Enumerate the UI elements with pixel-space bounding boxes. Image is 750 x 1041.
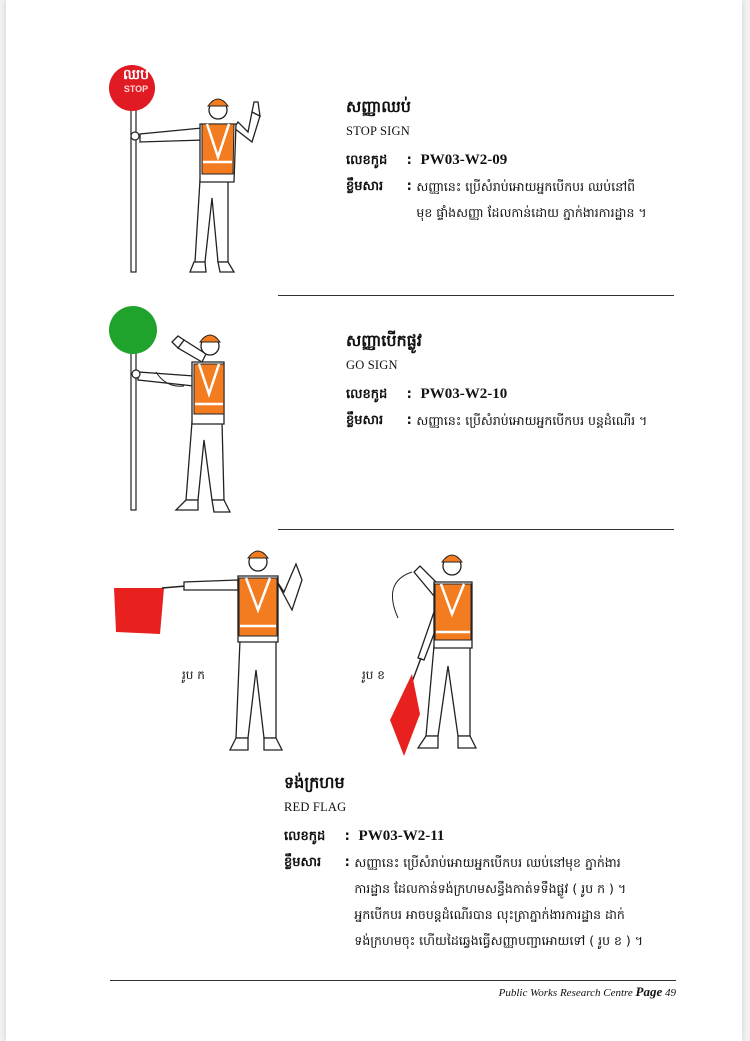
meaning-colon: : — [340, 855, 355, 870]
meaning-row — [346, 174, 686, 226]
red-flag-figure-b — [378, 542, 498, 760]
section-title-en: GO SIGN — [346, 358, 398, 372]
code-value: PW03-W2-10 — [420, 386, 508, 402]
document-page — [6, 0, 742, 1041]
section-title-en: STOP SIGN — [346, 124, 410, 138]
section-title-km: សញ្ញាឈប់ — [346, 97, 411, 116]
section-title-km: ទង់ក្រហម — [284, 773, 345, 792]
figure-caption-a: រូប ក — [182, 668, 205, 682]
red-flag-entry — [284, 772, 704, 954]
meaning-label: ខ្លឹមសារ — [346, 413, 384, 428]
section-divider — [278, 295, 674, 296]
description — [354, 850, 643, 954]
go-disc — [109, 306, 157, 354]
code-label: លេខកូដ — [284, 829, 326, 844]
description-line: មុខ ផ្ទាំងសញ្ញា ដែលកាន់ដោយ ភ្នាក់ងារការដ្ឋាន ។ — [416, 205, 647, 220]
stop-disc-text-en: STOP — [123, 84, 149, 94]
figure-caption-b: រូប ខ — [362, 668, 385, 682]
stop-sign-entry — [346, 96, 686, 226]
stop-disc-text-km: ឈប់ — [123, 67, 149, 83]
description-line: ទង់ក្រហមចុះ ហើយដៃឆ្វេងធ្វើសញ្ញាបញ្ជាអោយទៅ ( រូប ខ ) ។ — [354, 933, 644, 948]
code-label: លេខកូដ — [346, 387, 388, 402]
section-title-en: RED FLAG — [284, 800, 347, 814]
code-row — [284, 823, 704, 850]
footer-page-label: Page — [635, 984, 663, 999]
code-colon: : — [340, 829, 355, 844]
footer-org: Public Works Research Centre — [498, 987, 633, 999]
description — [416, 408, 647, 434]
code-value: PW03-W2-09 — [420, 152, 508, 168]
meaning-colon: : — [402, 413, 417, 428]
code-row — [346, 381, 686, 408]
code-colon: : — [402, 153, 417, 168]
description-line: សញ្ញានេះ ប្រើសំរាប់អោយអ្នកបើកបរ ឈប់នៅមុខ ភ្នាក់ងារ — [354, 855, 621, 870]
red-flag — [390, 674, 420, 756]
red-flag — [114, 588, 164, 634]
page-footer — [499, 984, 676, 1000]
meaning-colon: : — [402, 179, 417, 194]
red-flag-figure-a — [106, 540, 321, 760]
meaning-label: ខ្លឹមសារ — [346, 179, 384, 194]
description-line: សញ្ញានេះ ប្រើសំរាប់អោយអ្នកបើកបរ បន្តដំណើរ ។ — [416, 413, 648, 428]
meaning-row — [284, 850, 704, 954]
stop-disc-label — [109, 68, 163, 96]
code-value: PW03-W2-11 — [358, 828, 445, 844]
footer-rule — [110, 980, 676, 981]
section-title-km: សញ្ញាបើកផ្លូវ — [346, 331, 422, 350]
description-line: អ្នកបើកបរ អាចបន្តដំណើរបាន លុះត្រាភ្នាក់ងារការដ្ឋាន ដាក់ — [354, 907, 625, 922]
code-label: លេខកូដ — [346, 153, 388, 168]
meaning-label: ខ្លឹមសារ — [284, 855, 322, 870]
code-colon: : — [402, 387, 417, 402]
go-sign-illustration — [106, 302, 246, 520]
footer-page-number: 49 — [665, 987, 676, 999]
description-line: សញ្ញានេះ ប្រើសំរាប់អោយអ្នកបើកបរ ឈប់នៅពី — [416, 179, 636, 194]
description — [416, 174, 646, 226]
meaning-row — [346, 408, 686, 434]
description-line: ការដ្ឋាន ដែលកាន់ទង់ក្រហមសន្ធឹងកាត់ទទឹងផ្លូវ ( រូប ក ) ។ — [354, 881, 627, 896]
code-row — [346, 147, 686, 174]
go-sign-entry — [346, 330, 686, 434]
section-divider — [278, 529, 674, 530]
